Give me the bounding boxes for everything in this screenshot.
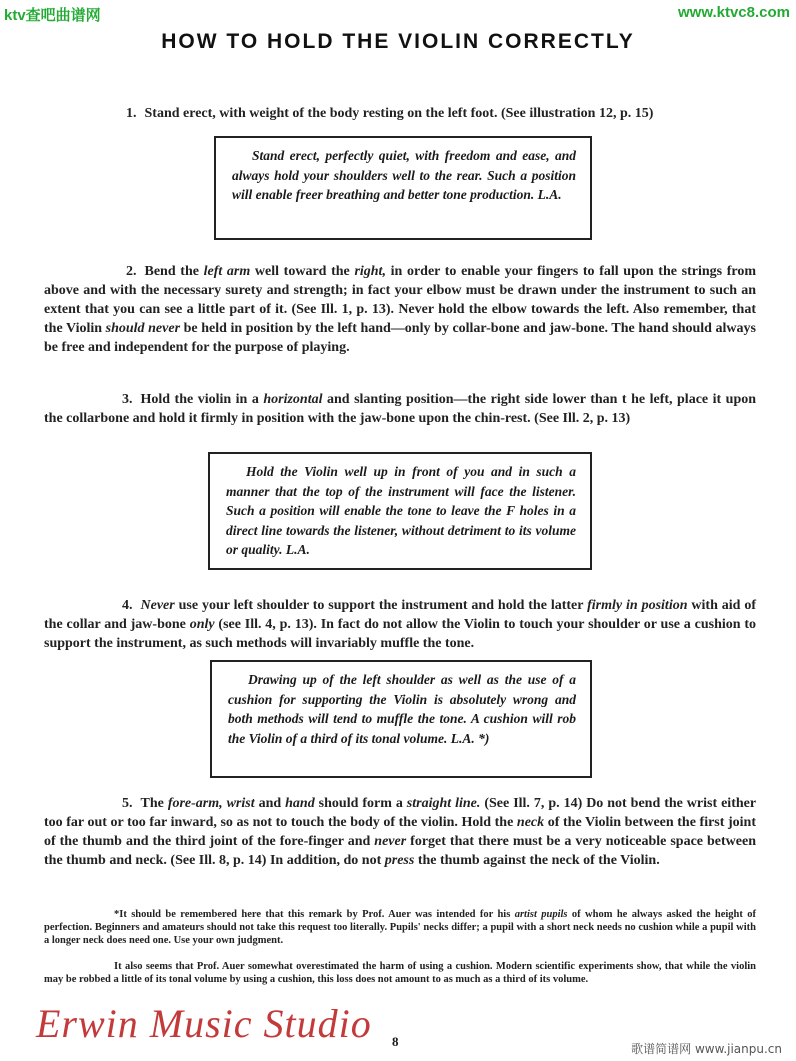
item-4-emphasis: firmly in position (587, 598, 688, 613)
item-2-emphasis: should never (105, 321, 181, 336)
quote-box-3 (210, 660, 592, 778)
item-5-emphasis: hand (285, 796, 315, 811)
item-2-text: Bend the (144, 264, 199, 279)
item-5-text: (See Ill. 7, p. 14) Do not bend the wrist either too far out or too far inward, so as not to touch the body of the violin. Hold the (44, 796, 757, 830)
item-3-number: 3. (122, 392, 133, 407)
item-5-emphasis: press (384, 853, 415, 868)
item-4-text: use your left shoulder to support the instrument and hold the latter (178, 598, 584, 613)
item-5-number: 5. (122, 796, 133, 811)
item-2-number: 2. (126, 264, 137, 279)
watermark-bottom-right: 歌谱简谱网 www.jianpu.cn (631, 1042, 782, 1056)
watermark-top-right: www.ktvc8.com (678, 4, 790, 21)
quote-box-1 (214, 136, 592, 240)
page-title: HOW TO HOLD THE VIOLIN CORRECTLY (161, 30, 635, 53)
item-3 (44, 390, 756, 428)
page-number: 8 (392, 1034, 399, 1049)
item-5-text: and (258, 796, 282, 811)
item-2-text: be held in position by the left hand—only by collar-bone and jaw-bone. The hand should always be free and independent for the purpose of playing. (44, 321, 756, 355)
item-5-emphasis: straight line. (406, 796, 481, 811)
footnote-2-text: It also seems that Prof. Auer somewhat overestimated the harm of using a cushion. Modern scientific experiments show, that while the violin may be robbed a little of its tonal volume by using a cushion, this loss does not amount to as much as a third of its volume. (44, 961, 756, 985)
item-5-emphasis: never (374, 834, 407, 849)
item-1-text: Stand erect, with weight of the body resting on the left foot. (See illustration 12, p. 15) (144, 106, 654, 121)
item-4-number: 4. (122, 598, 133, 613)
item-5-text: The (140, 796, 164, 811)
item-5-text: the thumb against the neck of the Violin. (417, 853, 660, 868)
item-3-emphasis: horizontal (263, 392, 323, 407)
item-4 (44, 596, 756, 653)
item-5-emphasis: neck (516, 815, 545, 830)
item-2-emphasis: left arm (203, 264, 251, 279)
item-4-emphasis: only (189, 617, 215, 632)
footnote-1-text: of whom he always asked the height of perfection. Beginners and amateurs should not take this request too literally. Pupils' necks differ; a pupil with a short neck needs no cushion while a pupil with a longer neck does need one. Use your own judgment. (44, 909, 757, 946)
item-3-text: Hold the violin in a (140, 392, 259, 407)
item-2 (44, 262, 756, 357)
item-2-text: in order to enable your fingers to fall upon the strings from above and with the necessary surety and strength; in fact your elbow must be drawn under the instrument to such an extent that you can see a little part of it. (See Ill. 1, p. 13). Never hold the elbow towards the left. Also remember, that the Violin (44, 264, 757, 336)
item-5-text: should form a (318, 796, 403, 811)
item-4-text: with aid of the collar and jaw-bone (44, 598, 756, 632)
quote-box-2-text: Hold the Violin well up in front of you and in such a manner that the top of the instrument will face the listener. Such a position will enable the tone to leave the F holes in a direct line towards the listener, without detriment to its volume or quality. L.A. (226, 464, 576, 557)
footnote-2 (44, 960, 756, 986)
item-3-text: and slanting position—the right side lower than t he left, place it upon the collarbone and hold it firmly in position with the jaw-bone upon the chin-rest. (See Ill. 2, p. 13) (44, 392, 757, 426)
item-5-text: forget that there must be a very noticeable space between the thumb and neck. (See Ill. 8, p. 14) In addition, do not (44, 834, 756, 868)
item-4-emphasis: Never (140, 598, 175, 613)
item-5 (44, 794, 756, 870)
watermark-top-left: ktv查吧曲谱网 (4, 7, 101, 24)
item-2-text: well toward the (254, 264, 350, 279)
quote-box-1-text: Stand erect, perfectly quiet, with freedom and ease, and always hold your shoulders well to the rear. Such a position will enable freer breathing and better tone production. L.A. (232, 148, 576, 202)
item-1-number: 1. (126, 106, 137, 121)
quote-box-2 (208, 452, 592, 570)
studio-signature: Erwin Music Studio (36, 1001, 372, 1046)
item-4-text: (see Ill. 4, p. 13). In fact do not allow the Violin to touch your shoulder or use a cushion to support the instrument, as such methods will invariably muffle the tone. (44, 617, 757, 651)
item-1 (44, 104, 756, 123)
quote-box-3-text: Drawing up of the left shoulder as well as the use of a cushion for supporting the Violin is absolutely wrong and both methods will tend to muffle the tone. A cushion will rob the Violin of a third of its tonal volume. L.A. *) (228, 672, 576, 746)
item-5-text: of the Violin between the first joint of the thumb and the third joint of the fore-finger and (44, 815, 757, 849)
footnote-1 (44, 908, 756, 947)
footnote-1-text: *It should be remembered here that this remark by Prof. Auer was intended for his (114, 909, 511, 920)
footnote-1-emphasis: artist pupils (514, 909, 568, 920)
item-5-emphasis: fore-arm, wrist (167, 796, 255, 811)
item-2-emphasis: right, (354, 264, 386, 279)
